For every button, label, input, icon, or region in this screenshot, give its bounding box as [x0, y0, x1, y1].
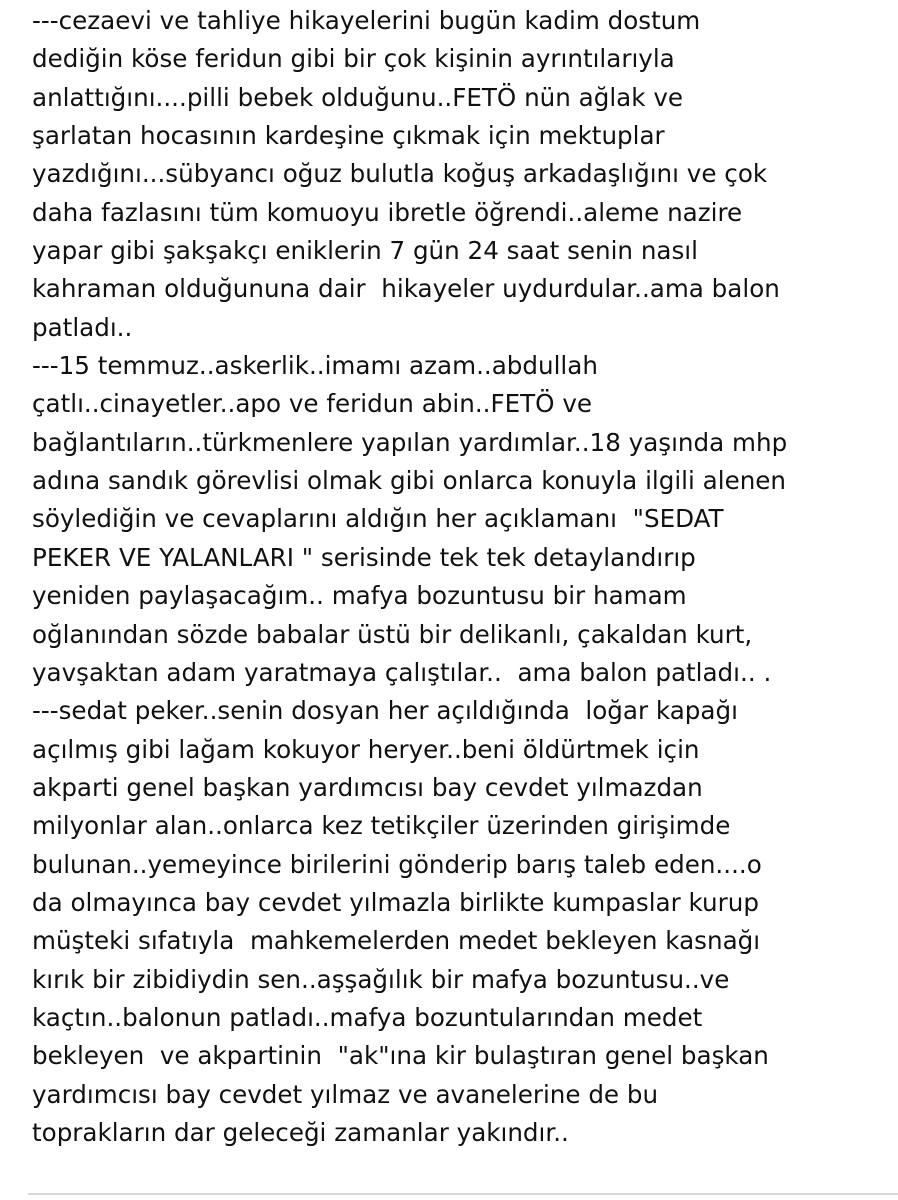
text-line: milyonlar alan..onlarca kez tetikçiler üzerinden girişimde — [32, 811, 731, 841]
text-line: oğlanından sözde babalar üstü bir delikanlı, çakaldan kurt, — [32, 619, 753, 649]
text-line: da olmayınca bay cevdet yılmazla birlikte kumpaslar kurup — [32, 887, 759, 917]
text-line: dediğin köse feridun gibi bir çok kişinin ayrıntılarıyla — [32, 44, 675, 74]
text-line: kırık bir zibidiydin sen..aşşağılık bir mafya bozuntusu..ve — [32, 964, 730, 994]
text-line: söylediğin ve cevaplarını aldığın her açıklamanı "SEDAT — [32, 504, 724, 534]
post-text — [32, 2, 894, 1152]
text-line: toprakların dar geleceği zamanlar yakındır.. — [32, 1117, 569, 1147]
text-line: kaçtın..balonun patladı..mafya bozuntularından medet — [32, 1002, 703, 1032]
text-line: ---sedat peker..senin dosyan her açıldığında loğar kapağı — [32, 696, 738, 726]
text-line: ---15 temmuz..askerlik..imamı azam..abdullah — [32, 351, 598, 381]
text-line: yapar gibi şakşakçı eniklerin 7 gün 24 saat senin nasıl — [32, 236, 698, 266]
text-line: çatlı..cinayetler..apo ve feridun abin..FETÖ ve — [32, 389, 593, 419]
bottom-divider — [28, 1193, 898, 1195]
text-line: PEKER VE YALANLARI " serisinde tek tek detaylandırıp — [32, 542, 696, 572]
text-line: müşteki sıfatıyla mahkemelerden medet bekleyen kasnağı — [32, 926, 761, 956]
text-line: kahraman olduğununa dair hikayeler uydurdular..ama balon — [32, 274, 780, 304]
text-line: patladı.. — [32, 312, 133, 342]
text-line: bulunan..yemeyince birilerini gönderip barış taleb eden....o — [32, 849, 762, 879]
text-line: akparti genel başkan yardımcısı bay cevdet yılmazdan — [32, 772, 703, 802]
text-line: adına sandık görevlisi olmak gibi onlarca konuyla ilgili alenen — [32, 466, 786, 496]
text-line: bekleyen ve akpartinin "ak"ına kir bulaştıran genel başkan — [32, 1041, 769, 1071]
text-line: yeniden paylaşacağım.. mafya bozuntusu bir hamam — [32, 581, 687, 611]
text-line: yardımcısı bay cevdet yılmaz ve avanelerine de bu — [32, 1079, 659, 1109]
text-line: şarlatan hocasının kardeşine çıkmak için mektuplar — [32, 121, 665, 151]
text-line: ---cezaevi ve tahliye hikayelerini bugün kadim dostum — [32, 6, 701, 35]
text-line: açılmış gibi lağam kokuyor heryer..beni öldürtmek için — [32, 734, 700, 764]
text-line: yavşaktan adam yaratmaya çalıştılar.. ama balon patladı.. . — [32, 657, 772, 687]
text-line: yazdığını...sübyancı oğuz bulutla koğuş arkadaşlığını ve çok — [32, 159, 768, 189]
text-line: daha fazlasını tüm komuoyu ibretle öğrendi..aleme nazire — [32, 197, 743, 227]
text-line: anlattığını....pilli bebek olduğunu..FETÖ nün ağlak ve — [32, 82, 684, 112]
text-line: bağlantıların..türkmenlere yapılan yardımlar..18 yaşında mhp — [32, 427, 788, 457]
